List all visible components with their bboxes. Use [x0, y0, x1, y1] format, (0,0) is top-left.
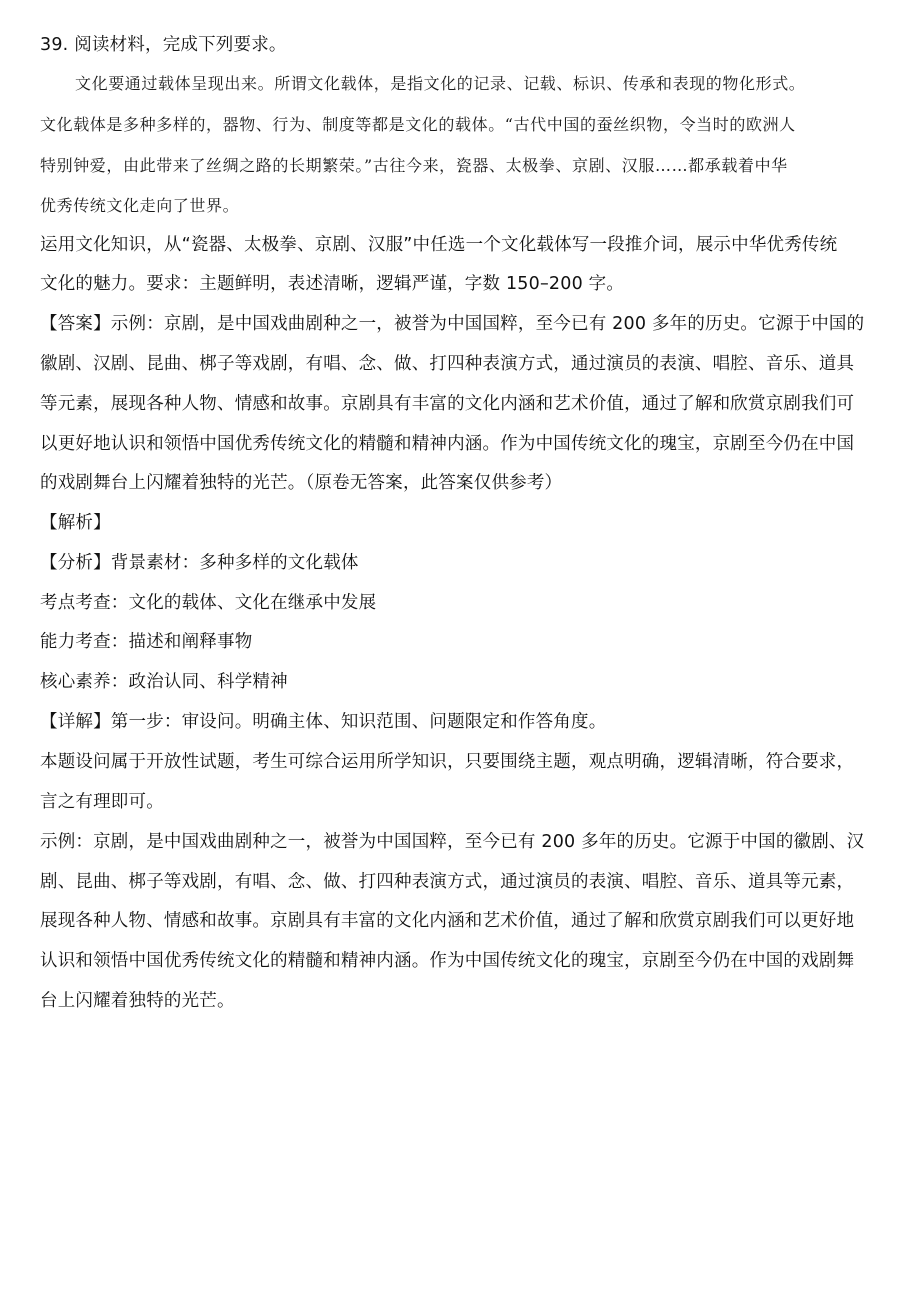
task-line-2: 文化的魅力。要求：主题鲜明，表述清晰，逻辑严谨，字数 150–200 字。	[40, 274, 625, 294]
example-line-3: 展现各种人物、情感和故事。京剧具有丰富的文化内涵和艺术价值，通过了解和欣赏京剧我们可以更好地	[40, 911, 855, 931]
analysis-item-2: 考点考查：文化的载体、文化在继承中发展	[40, 593, 377, 613]
material-line-4: 优秀传统文化走向了世界。	[40, 196, 240, 215]
analysis-item-5: 【详解】第一步：审设问。明确主体、知识范围、问题限定和作答角度。	[40, 712, 607, 732]
example-line-2: 剧、昆曲、梆子等戏剧，有唱、念、做、打四种表演方式，通过演员的表演、唱腔、音乐、道具等元素，	[40, 872, 855, 892]
material-line-3: 特别钟爱，由此带来了丝绸之路的长期繁荣。”古往今来，瓷器、太极拳、京剧、汉服……都承载着中华	[40, 156, 788, 175]
answer-line-5: 的戏剧舞台上闪耀着独特的光芒。（原卷无答案，此答案仅供参考）	[40, 473, 563, 493]
question-stem: 39. 阅读材料，完成下列要求。	[40, 35, 287, 55]
analysis-item-1: 【分析】背景素材：多种多样的文化载体	[40, 553, 359, 573]
analysis-heading: 【解析】	[40, 513, 111, 533]
task-line-1: 运用文化知识，从“瓷器、太极拳、京剧、汉服”中任选一个文化载体写一段推介词，展示中华优秀传统	[40, 235, 838, 255]
answer-line-1: 【答案】示例：京剧，是中国戏曲剧种之一，被誉为中国国粹，至今已有 200 多年的历史。它源于中国的	[40, 314, 865, 334]
example-line-5: 台上闪耀着独特的光芒。	[40, 991, 235, 1011]
example-line-1: 示例：京剧，是中国戏曲剧种之一，被誉为中国国粹，至今已有 200 多年的历史。它源于中国的徽剧、汉	[40, 832, 865, 852]
explanation-line-2: 言之有理即可。	[40, 792, 164, 812]
answer-line-2: 徽剧、汉剧、昆曲、梆子等戏剧，有唱、念、做、打四种表演方式，通过演员的表演、唱腔、音乐、道具	[40, 354, 855, 374]
material-line-2: 文化载体是多种多样的，器物、行为、制度等都是文化的载体。“古代中国的蚕丝织物，令当时的欧洲人	[40, 115, 796, 134]
answer-line-4: 以更好地认识和领悟中国优秀传统文化的精髓和精神内涵。作为中国传统文化的瑰宝，京剧至今仍在中国	[40, 434, 855, 454]
material-line-1: 文化要通过载体呈现出来。所谓文化载体，是指文化的记录、记载、标识、传承和表现的物化形式。	[75, 74, 806, 93]
answer-line-3: 等元素，展现各种人物、情感和故事。京剧具有丰富的文化内涵和艺术价值，通过了解和欣赏京剧我们可	[40, 394, 855, 414]
analysis-item-4: 核心素养：政治认同、科学精神	[40, 672, 288, 692]
explanation-line-1: 本题设问属于开放性试题，考生可综合运用所学知识，只要围绕主题，观点明确，逻辑清晰，符合要求，	[40, 752, 855, 772]
example-line-4: 认识和领悟中国优秀传统文化的精髓和精神内涵。作为中国传统文化的瑰宝，京剧至今仍在中国的戏剧舞	[40, 951, 855, 971]
analysis-item-3: 能力考查：描述和阐释事物	[40, 632, 253, 652]
